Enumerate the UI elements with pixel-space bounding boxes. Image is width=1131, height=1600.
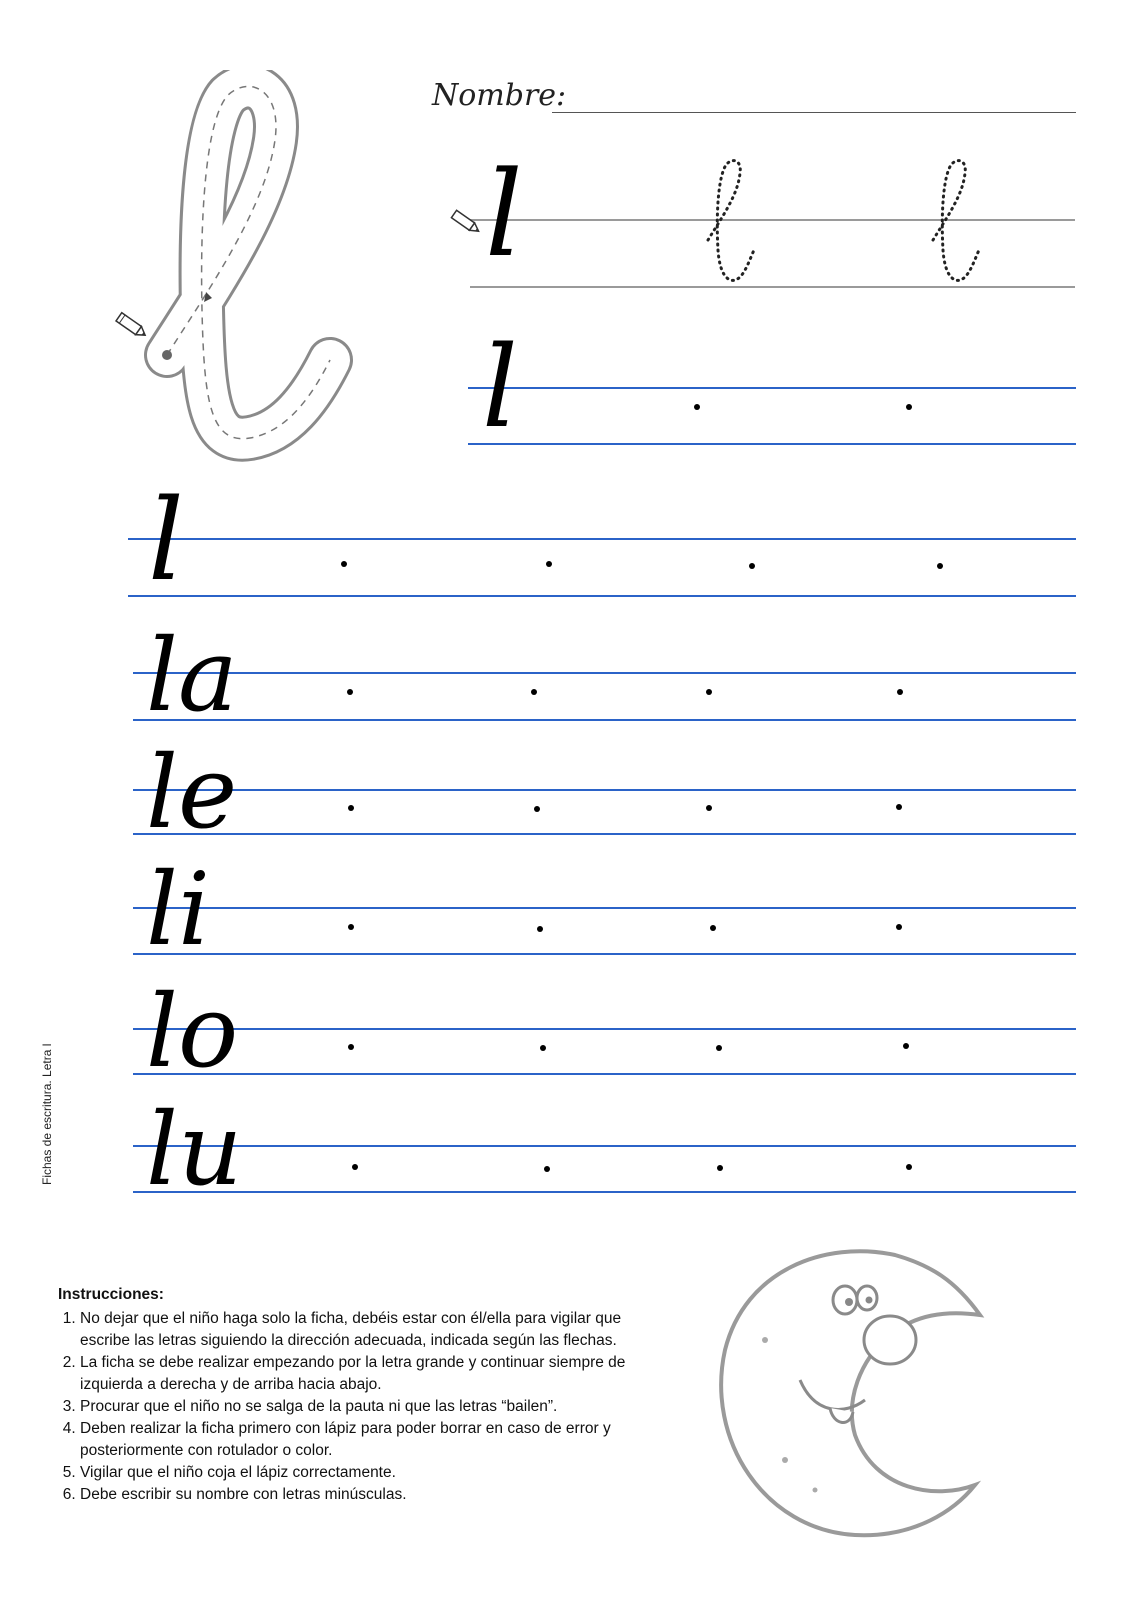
practice-model-text: li	[146, 851, 210, 968]
start-dot	[347, 689, 353, 695]
start-dot	[897, 689, 903, 695]
side-title: Fichas de escritura. Letra l	[40, 1043, 54, 1185]
pencil-icon	[448, 208, 484, 238]
start-dot	[749, 563, 755, 569]
start-dot	[537, 926, 543, 932]
start-dot	[540, 1045, 546, 1051]
instruction-item: 4. Deben realizar la ficha primero con lápiz para poder borrar en caso de error y posteriormente con rotulador o color.	[80, 1418, 638, 1462]
practice-model-text: la	[146, 617, 238, 734]
start-dot	[706, 689, 712, 695]
start-dot	[544, 1166, 550, 1172]
start-dot	[906, 1164, 912, 1170]
guide-line	[468, 443, 1076, 445]
guide-line	[468, 387, 1076, 389]
instructions-title: Instrucciones:	[58, 1286, 164, 1303]
guide-line	[133, 953, 1076, 955]
practice-model-text: l	[482, 323, 518, 453]
start-dot	[546, 561, 552, 567]
guide-line	[133, 833, 1076, 835]
start-dot	[906, 404, 912, 410]
start-dot	[706, 805, 712, 811]
instruction-item: 1. No dejar que el niño haga solo la ficha, debéis estar con él/ella para vigilar que escribe las letras siguiendo la dirección adecuada, indicada según las flechas.	[80, 1308, 638, 1352]
guide-line	[128, 595, 1076, 597]
guide-line	[133, 672, 1076, 674]
start-dot	[896, 804, 902, 810]
start-dot	[348, 805, 354, 811]
guide-line	[133, 1028, 1076, 1030]
guide-line	[133, 719, 1076, 721]
start-dot	[710, 925, 716, 931]
start-dot	[352, 1164, 358, 1170]
practice-model-text: lo	[146, 973, 239, 1090]
start-dot	[534, 806, 540, 812]
guide-line	[133, 907, 1076, 909]
guide-line	[133, 1073, 1076, 1075]
instruction-item: 3. Procurar que el niño no se salga de la pauta ni que las letras “bailen”.	[80, 1396, 638, 1418]
practice-model-text: lu	[146, 1091, 243, 1208]
instruction-item: 6. Debe escribir su nombre con letras minúsculas.	[80, 1484, 638, 1506]
name-field[interactable]	[552, 112, 1076, 113]
trace-model-letter: l	[485, 145, 523, 283]
start-dot	[717, 1165, 723, 1171]
practice-model-text: l	[148, 476, 184, 606]
pencil-icon	[112, 310, 152, 342]
guide-line	[128, 538, 1076, 540]
start-dot	[341, 561, 347, 567]
start-dot	[716, 1045, 722, 1051]
start-dot	[937, 563, 943, 569]
start-dot	[896, 924, 902, 930]
moon-illustration	[705, 1240, 1005, 1550]
name-label: Nombre:	[432, 78, 567, 113]
guide-line	[133, 1191, 1076, 1193]
start-dot	[694, 404, 700, 410]
dotted-trace-letter[interactable]	[925, 155, 985, 290]
guide-line	[133, 1145, 1076, 1147]
dotted-trace-letter[interactable]	[700, 155, 760, 290]
instructions-list	[58, 1308, 638, 1506]
start-dot	[903, 1043, 909, 1049]
practice-model-text: le	[146, 734, 238, 851]
start-dot	[348, 1044, 354, 1050]
start-dot	[531, 689, 537, 695]
instruction-item: 2. La ficha se debe realizar empezando por la letra grande y continuar siempre de izquierda a derecha y de arriba hacia abajo.	[80, 1352, 638, 1396]
model-letter-outline	[110, 70, 370, 490]
start-dot	[348, 924, 354, 930]
instructions-block	[58, 1284, 638, 1506]
guide-line	[133, 789, 1076, 791]
instruction-item: 5. Vigilar que el niño coja el lápiz correctamente.	[80, 1462, 638, 1484]
